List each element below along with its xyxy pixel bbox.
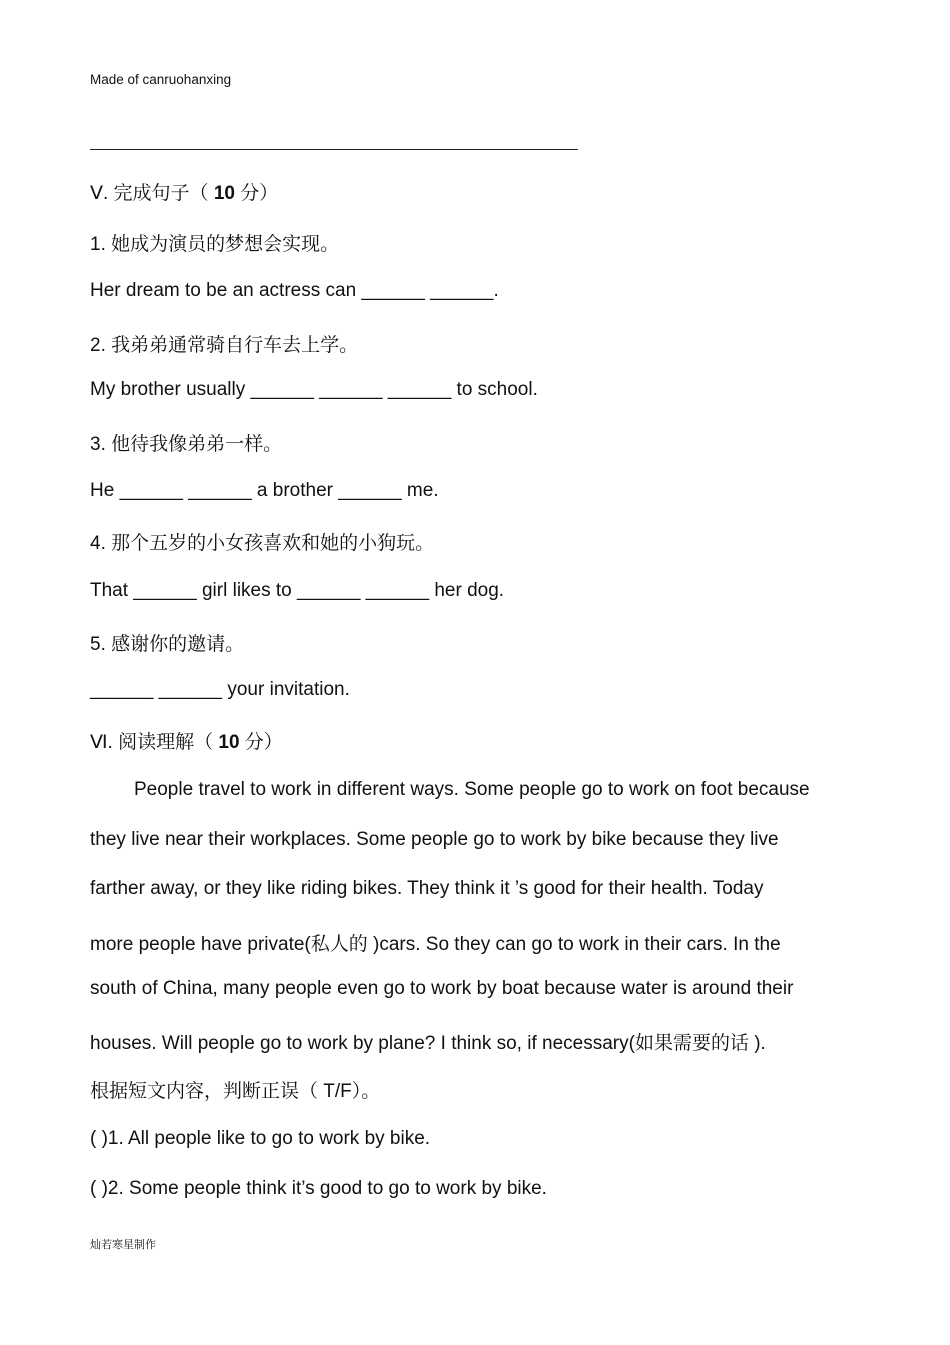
item-4-chinese: 4. 那个五岁的小女孩喜欢和她的小狗玩。 [90,533,435,554]
page-header: Made of canruohanxing [90,72,232,87]
question-2: ( )2. Some people think it’s good to go to work by bike. [90,1178,547,1199]
section-5-heading-prefix: Ⅴ. 完成句子（ [90,183,214,204]
item-5-english: ______ ______ your invitation. [90,679,350,700]
question-1: ( )1. All people like to go to work by bike. [90,1128,431,1149]
item-5-chinese: 5. 感谢你的邀请。 [90,634,245,655]
item-2-english: My brother usually ______ ______ ______ to school. [90,379,538,400]
item-1-chinese: 1. 她成为演员的梦想会实现。 [90,234,340,255]
section-5-heading-suffix: 分） [234,183,279,204]
item-2-chinese: 2. 我弟弟通常骑自行车去上学。 [90,335,359,356]
passage-line-5: south of China, many people even go to work by boat because water is around their [90,978,794,999]
passage-line-3: farther away, or they like riding bikes. They think it ’s good for their health. Today [90,878,764,899]
passage-line-4: more people have private(私人的 )cars. So they can go to work in their cars. In the [90,934,781,955]
section-6-heading-suffix: 分） [239,732,283,753]
section-5-score: 10 [213,183,235,204]
section-6-score: 10 [218,732,240,753]
passage-line-1: People travel to work in different ways. Some people go to work on foot because [134,779,810,800]
passage-line-6: houses. Will people go to work by plane? I think so, if necessary(如果需要的话 ). [90,1033,766,1054]
item-3-english: He ______ ______ a brother ______ me. [90,480,439,501]
section-5-heading [90,178,278,205]
item-4-english: That ______ girl likes to ______ ______ her dog. [90,580,505,601]
item-1-english: Her dream to be an actress can ______ ______. [90,280,499,301]
divider-line [90,149,578,150]
passage-line-2: they live near their workplaces. Some people go to work by bike because they live [90,829,779,850]
judge-instruction: 根据短文内容，判断正误（ T/F）。 [90,1081,381,1102]
item-3-chinese: 3. 他待我像弟弟一样。 [90,434,283,455]
section-6-heading-prefix: Ⅵ. 阅读理解（ [90,732,219,753]
section-6-heading [90,727,283,754]
page-footer: 灿若寒星制作 [90,1239,156,1251]
